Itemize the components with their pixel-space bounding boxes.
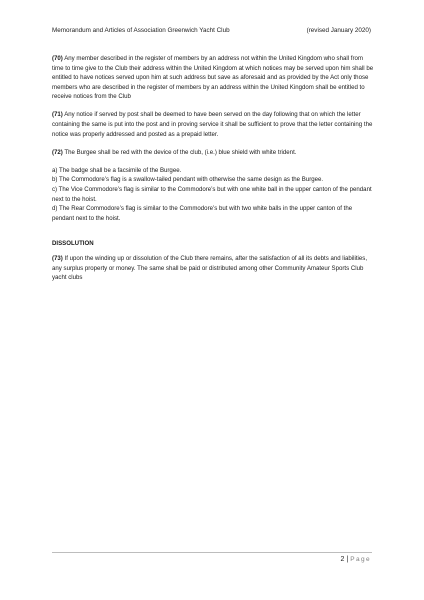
list-item-d: d) The Rear Commodore’s flag is similar to the Commodore’s but with two white balls in the upper canton of the pendant next to the hoist. [52,205,353,222]
clause-71 [52,110,374,139]
document-title: Memorandum and Articles of Association Greenwich Yacht Club [52,27,230,34]
list-item-c: c) The Vice Commodore’s flag is similar to the Commodore’s but with one white ball in the upper canton of the pendant next to the hoist. [52,186,372,203]
revision-date: (revised January 2020) [306,27,371,34]
document-body [52,54,374,291]
list-item-b: b) The Commodore’s flag is a swallow-tailed pendant with otherwise the same design as the Burgee. [52,176,324,184]
footer-separator: | [346,556,349,563]
clause-number: (70) [52,55,63,62]
footer-divider [52,552,372,553]
list-item-a: a) The badge shall be a facsimile of the Burgee. [52,166,182,174]
clause-text: Any member described in the register of members by an address not within the United Kingdom who shall from time to time give to the Club their address within the United Kingdom at which notices may be served upon him shall be entitled to have notices served upon him at such address but save as aforesaid and as provided by the Act only those members who are described in the register of members by an address within the United Kingdom shall be entitled to receive notices from the Club [52,55,374,101]
clause-72 [52,148,374,158]
section-heading-dissolution: DISSOLUTION [52,240,94,248]
page-footer [340,556,371,563]
clause-text: If upon the winding up or dissolution of the Club there remains, after the satisfaction of all its debts and liabilities, any surplus property or money. The same shall be paid or distributed among other Community Amateur Sports Club yacht clubs [52,255,368,282]
clause-text: Any notice if served by post shall be deemed to have been served on the day following that on which the letter containing the same is put into the post and in proving service it shall be sufficient to prove that the letter containing the notice was properly addressed and posted as a prepaid letter. [52,111,373,138]
page-label: Page [350,556,371,563]
clause-73 [52,254,374,283]
clause-number: (73) [52,255,63,262]
clause-number: (71) [52,111,63,119]
clause-text: The Burgee shall be red with the device of the club, (i.e.) blue shield with white trident. [62,148,297,156]
page-header [52,27,371,37]
clause-70 [52,54,374,102]
clause-number: (72) [52,148,63,156]
page-number: 2 [340,556,345,563]
flag-list [52,166,374,224]
